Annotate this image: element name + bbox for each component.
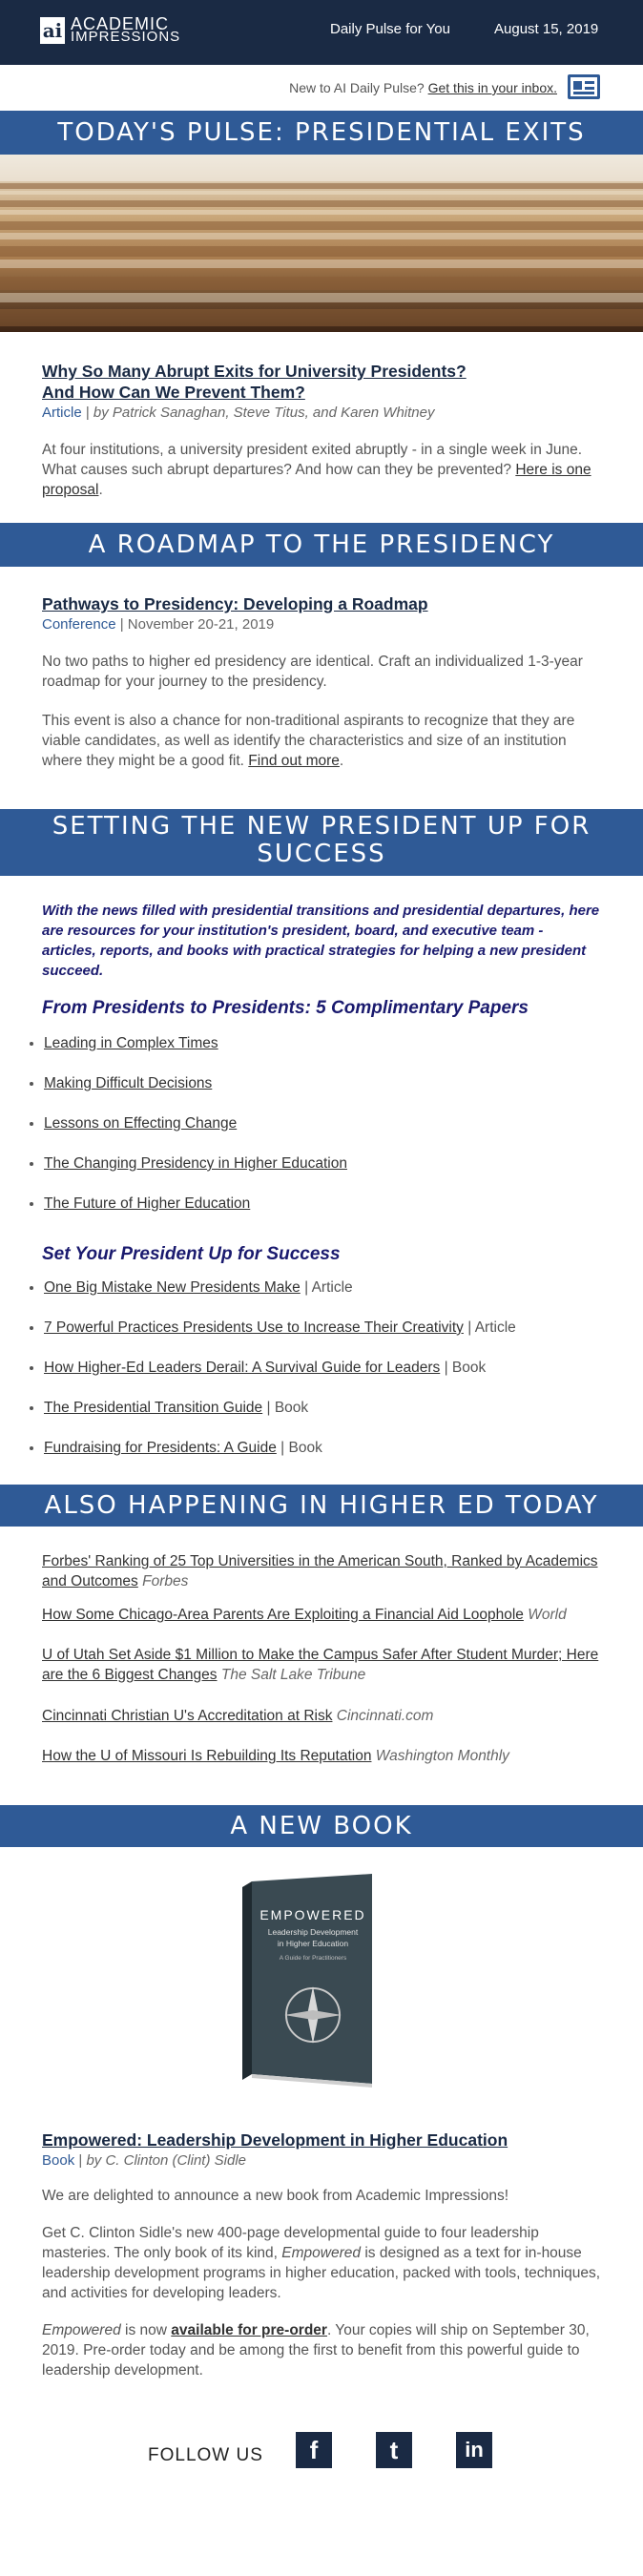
roadmap-body-1: No two paths to higher ed presidency are identical. Craft an individualized 1-3-year roadmap for your journey to the presidency. (42, 654, 583, 690)
academic-impressions-logo[interactable] (40, 14, 181, 45)
issue-date: August 15, 2019 (494, 21, 599, 37)
list-item: • The Presidential Transition Guide | Book (44, 1397, 643, 1437)
pulse-article-meta: Article | by Patrick Sanaghan, Steve Titus, and Karen Whitney (42, 405, 435, 421)
proposal-link[interactable]: Here is one proposal (42, 462, 591, 498)
byline: by Patrick Sanaghan, Steve Titus, and Karen Whitney (93, 405, 435, 421)
news-item: How Some Chicago-Area Parents Are Exploiting a Financial Aid Loophole World (42, 1607, 567, 1623)
follow-bar (0, 2419, 643, 2476)
newsletter-icon[interactable] (568, 74, 600, 99)
roadmap-body-2: This event is also a chance for non-traditional aspirants to recognize that they are viable candidates, as well as identify the characteristics and size of an institution where they might be a good fit. Find out more. (42, 713, 575, 769)
facebook-icon[interactable]: f (296, 2432, 332, 2468)
list-item: • 7 Powerful Practices Presidents Use to Increase Their Creativity | Article (44, 1317, 643, 1357)
list-item: • The Changing Presidency in Higher Education (44, 1153, 643, 1193)
book-cover-subtitle-3: A Guide for Practitioners (279, 1955, 347, 1962)
success-list (0, 1277, 643, 1477)
list-item: • One Big Mistake New Presidents Make | Article (44, 1277, 643, 1317)
linkedin-icon[interactable]: in (456, 2432, 492, 2468)
twitter-icon[interactable]: t (376, 2432, 412, 2468)
news-item: Cincinnati Christian U's Accreditation at Risk Cincinnati.com (42, 1708, 434, 1724)
book-cover-subtitle-1: Leadership Development (267, 1927, 359, 1937)
list-item: • Lessons on Effecting Change (44, 1112, 643, 1153)
book-cover-image[interactable] (239, 1872, 382, 2093)
book-body-3: Empowered is now available for pre-order. Your copies will ship on September 30, 2019. Pre-order today and be among the first to benefit from this powerful guide to leadership development. (42, 2322, 590, 2379)
book-body-1: We are delighted to announce a new book from Academic Impressions! (42, 2188, 509, 2204)
news-item: How the U of Missouri Is Rebuilding Its Reputation Washington Monthly (42, 1748, 509, 1764)
book-cover-subtitle-2: in Higher Education (277, 1939, 349, 1948)
content-type: Book (42, 2152, 75, 2169)
list-item: • How Higher-Ed Leaders Derail: A Survival Guide for Leaders | Book (44, 1357, 643, 1397)
hero-image-auditorium-seats (0, 155, 643, 332)
list-item: • The Future of Higher Education (44, 1193, 643, 1233)
news-item: U of Utah Set Aside $1 Million to Make the Campus Safer After Student Murder; Here are the 6 Biggest Changes The Salt Lake Tribune (42, 1647, 599, 1683)
papers-heading: From Presidents to Presidents: 5 Complimentary Papers (42, 998, 529, 1018)
book-cover-area (0, 1847, 643, 2124)
daily-pulse-label: Daily Pulse for You (330, 21, 450, 37)
pulse-article-title[interactable]: Why So Many Abrupt Exits for University Presidents? And How Can We Prevent Them? (42, 362, 467, 402)
follow-us-label: FOLLOW US (148, 2445, 263, 2465)
content-type: Conference (42, 616, 116, 633)
list-item: • Making Difficult Decisions (44, 1072, 643, 1112)
inbox-bar (0, 65, 643, 111)
find-out-more-link[interactable]: Find out more (248, 753, 340, 769)
roadmap-title[interactable]: Pathways to Presidency: Developing a Roadmap (42, 594, 428, 613)
book-banner: A NEW BOOK (0, 1805, 643, 1847)
logo-line2: IMPRESSIONS (71, 29, 181, 45)
event-dates: November 20-21, 2019 (127, 616, 275, 633)
top-header (0, 0, 643, 65)
logo-mark: ai (40, 17, 65, 44)
setting-intro: With the news filled with presidential transitions and presidential departures, here are resources for your institution's president, board, and executive team - articles, reports, and books with practical strategies for helping a new president succeed. (42, 903, 600, 979)
book-cover-title: EMPOWERED (259, 1907, 366, 1922)
book-title[interactable]: Empowered: Leadership Development in Higher Education (42, 2130, 508, 2150)
logo-line1: ACADEMIC (71, 14, 170, 33)
book-body-2: Get C. Clinton Sidle's new 400-page developmental guide to four leadership masteries. The only book of its kind, Empowered is designed as a text for in-house leadership development programs in higher education, packed with tools, techniques, and activities for developing leaders. (42, 2225, 601, 2301)
papers-list (0, 1032, 643, 1233)
subscribe-link[interactable]: Get this in your inbox. (427, 80, 557, 95)
book-meta: Book | by C. Clinton (Clint) Sidle (42, 2152, 246, 2169)
setting-banner: SETTING THE NEW PRESIDENT UP FOR SUCCESS (0, 809, 643, 876)
byline: by C. Clinton (Clint) Sidle (86, 2152, 246, 2169)
also-banner: ALSO HAPPENING IN HIGHER ED TODAY (0, 1485, 643, 1527)
pre-order-link[interactable]: available for pre-order (171, 2322, 327, 2338)
roadmap-meta: Conference | November 20-21, 2019 (42, 616, 275, 633)
inbox-prompt: New to AI Daily Pulse? (289, 80, 425, 95)
pulse-banner: TODAY'S PULSE: PRESIDENTIAL EXITS (0, 111, 643, 155)
list-item: • Leading in Complex Times (44, 1032, 643, 1072)
content-type: Article (42, 405, 82, 421)
roadmap-banner: A ROADMAP TO THE PRESIDENCY (0, 523, 643, 567)
news-item: Forbes' Ranking of 25 Top Universities in the American South, Ranked by Academics and Outcomes Forbes (42, 1553, 598, 1589)
success-heading: Set Your President Up for Success (42, 1244, 341, 1264)
pulse-body: At four institutions, a university president exited abruptly - in a single week in June. What causes such abrupt departures? And how can they be prevented? Here is one proposal. (42, 442, 591, 498)
list-item: • Fundraising for Presidents: A Guide | Book (44, 1437, 643, 1477)
